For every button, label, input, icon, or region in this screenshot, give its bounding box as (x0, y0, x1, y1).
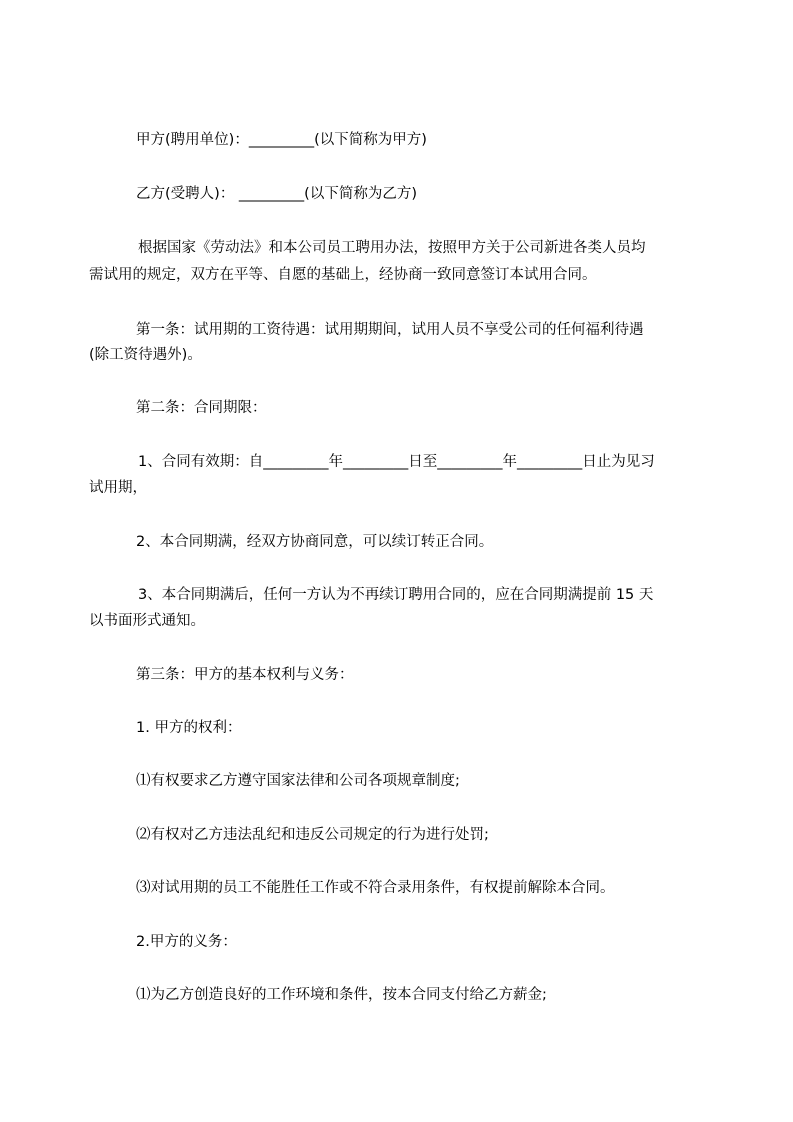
article3-title: 第三条：甲方的基本权利与义务： (136, 667, 354, 683)
rights-item-2: ⑵有权对乙方违法乱纪和违反公司规定的行为进行处罚; (136, 827, 489, 843)
rights-item-3: ⑶对试用期的员工不能胜任工作或不符合录用条件，有权提前解除本合同。 (136, 880, 615, 896)
article2-item1-line-2: 试用期， (89, 480, 147, 496)
preamble-line-1: 根据国家《劳动法》和本公司员工聘用办法，按照甲方关于公司新进各类人员均 (138, 240, 646, 256)
rights-title: 1. 甲方的权利： (136, 720, 242, 736)
article1-line-1: 第一条：试用期的工资待遇：试用期期间，试用人员不享受公司的任何福利待遇 (136, 322, 644, 338)
article2-item2: 2、本合同期满，经双方协商同意，可以续订转正合同。 (136, 534, 494, 550)
article2-item3-line-1: 3、本合同期满后，任何一方认为不再续订聘用合同的，应在合同期满提前 15 天 (138, 587, 654, 603)
article2-title: 第二条：合同期限： (136, 400, 267, 416)
duties-title: 2.甲方的义务： (136, 934, 237, 950)
duties-item-1: ⑴为乙方创造良好的工作环境和条件，按本合同支付给乙方薪金; (136, 987, 547, 1003)
rights-item-1: ⑴有权要求乙方遵守国家法律和公司各项规章制度; (136, 773, 460, 789)
party-a-line: 甲方(聘用单位)：_________(以下简称为甲方) (136, 132, 427, 148)
article2-item3-line-2: 以书面形式通知。 (89, 613, 205, 629)
article1-line-2: (除工资待遇外)。 (89, 347, 202, 363)
preamble-line-2: 需试用的规定，双方在平等、自愿的基础上，经协商一致同意签订本试用合同。 (89, 267, 597, 283)
party-b-line: 乙方(受聘人)： _________(以下简称为乙方) (136, 186, 417, 202)
article2-item1-line-1: 1、合同有效期：自_________年_________日至_________年_________日止为见习 (138, 454, 655, 470)
